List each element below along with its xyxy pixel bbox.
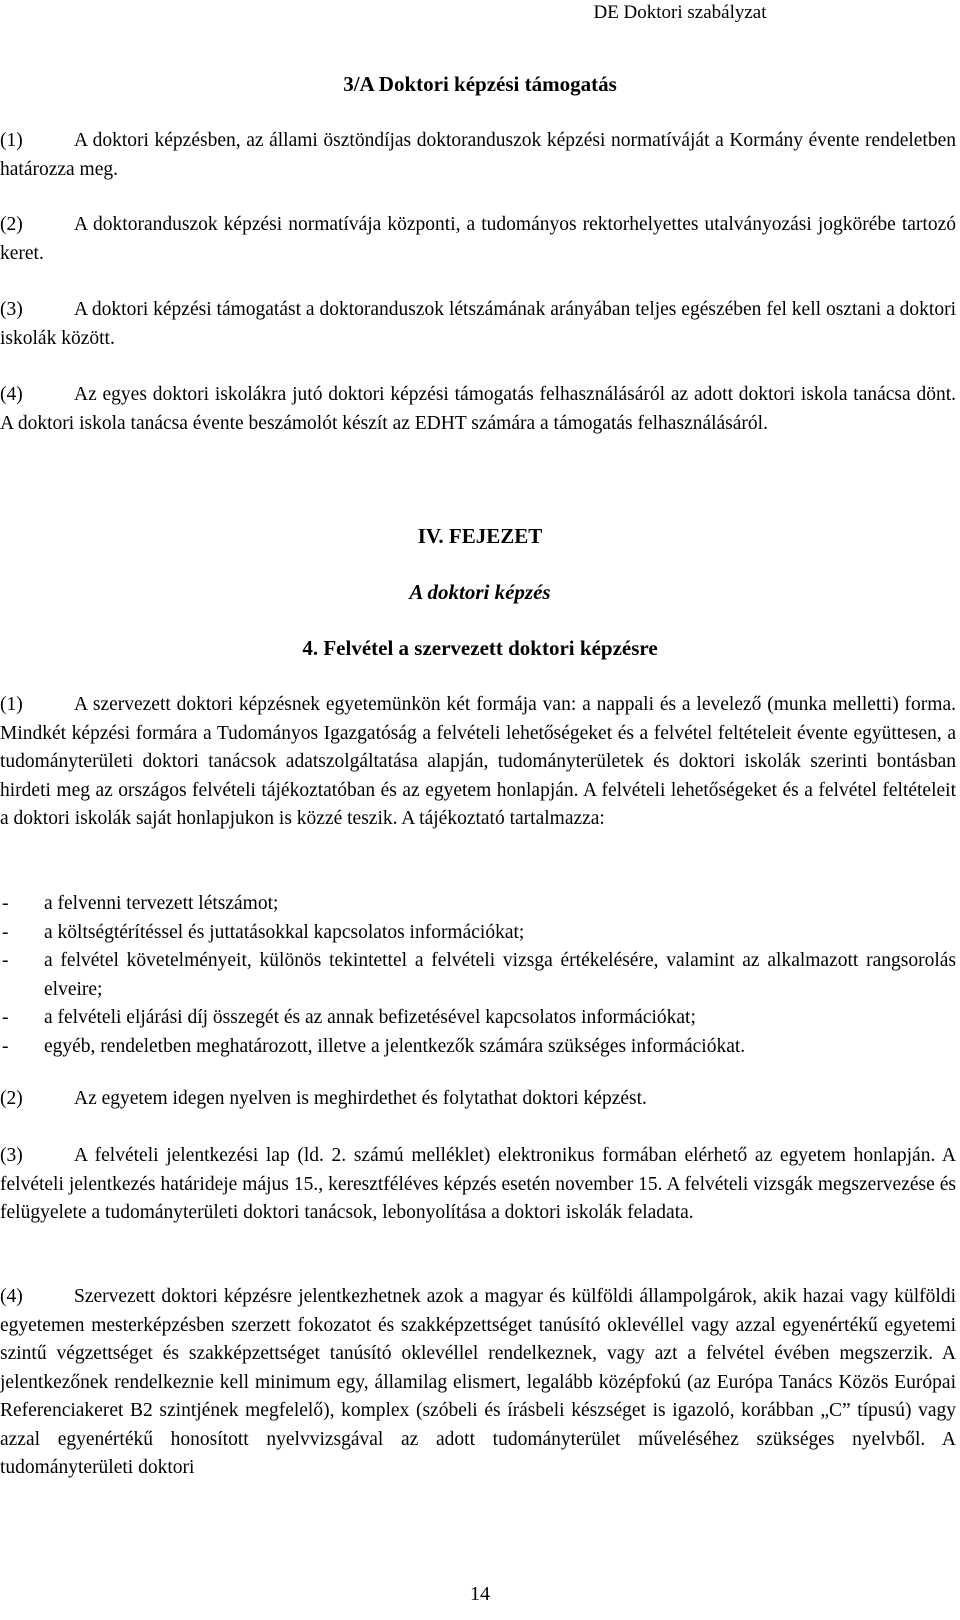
paragraph-3a-3 bbox=[0, 296, 956, 353]
paragraph-3a-2 bbox=[0, 211, 956, 268]
list-item: - a felvétel követelményeit, különös tekintettel a felvételi vizsga értékelésére, valamint az alkalmazott rangsorolás elveire; bbox=[0, 947, 956, 1004]
paragraph-3a-1 bbox=[0, 127, 956, 184]
chapter-subtitle: A doktori képzés bbox=[409, 580, 551, 604]
running-header: DE Doktori szabályzat bbox=[593, 2, 767, 23]
paragraph-number: (2) bbox=[0, 1088, 23, 1109]
paragraph-number: (3) bbox=[0, 299, 23, 320]
paragraph-text: Szervezett doktori képzésre jelentkezhetnek azok a magyar és külföldi állampolgárok, akik hazai vagy külföldi egyetemen mesterképzésben szerzett fokozatot és szakképzettséget tanúsító oklevéllel vagy azzal egyenértékű egyetemi szintű végzettséget és szakképzettséget tanúsító oklevéllel rendelkeznek, vagy azt a felvétel évében megszerzik. A jelentkezőnek rendelkeznie kell minimum egy, államilag elismert, legalább középfokú (az Európa Tanács Közös Európai Referenciakeret B2 szintjének megfelelő), komplex (szóbeli és írásbeli készséget is igazoló, korábban „C” típusú) vagy azzal egyenértékű honosított nyelvvizsgával az adott tudományterület műveléséhez szükséges nyelvből. A tudományterületi doktori bbox=[0, 1286, 956, 1478]
paragraph-4-3 bbox=[0, 1142, 956, 1228]
paragraph-3a-4 bbox=[0, 381, 956, 438]
paragraph-number: (1) bbox=[0, 130, 23, 151]
paragraph-number: (4) bbox=[0, 384, 23, 405]
paragraph-text: Az egyes doktori iskolákra jutó doktori képzési támogatás felhasználásáról az adott doktori iskola tanácsa dönt. A doktori iskola tanácsa évente beszámolót készít az EDHT számára a támogatás felhasználásáról. bbox=[0, 384, 956, 434]
section-3a-title: 3/A Doktori képzési támogatás bbox=[343, 72, 617, 96]
paragraph-number: (4) bbox=[0, 1286, 23, 1307]
paragraph-text: A doktoranduszok képzési normatívája központi, a tudományos rektorhelyettes utalványozási jogkörébe tartozó keret. bbox=[0, 214, 956, 264]
paragraph-number: (2) bbox=[0, 214, 23, 235]
paragraph-number: (1) bbox=[0, 694, 23, 715]
paragraph-number: (3) bbox=[0, 1145, 23, 1166]
chapter-title: IV. FEJEZET bbox=[417, 524, 543, 548]
page-number: 14 bbox=[470, 1583, 490, 1605]
paragraph-text: A doktori képzésben, az állami ösztöndíjas doktoranduszok képzési normatíváját a Kormány évente rendeletben határozza meg. bbox=[0, 130, 956, 180]
paragraph-text: A felvételi jelentkezési lap (ld. 2. számú melléklet) elektronikus formában elérhető az egyetem honlapján. A felvételi jelentkezés határideje május 15., keresztféléves képzés esetén november 15. A felvételi vizsgák megszervezése és felügyelete a tudományterületi doktori tanácsok, lebonyolítása a doktori iskolák feladata. bbox=[0, 1145, 956, 1223]
paragraph-text: A doktori képzési támogatást a doktoranduszok létszámának arányában teljes egészében fel kell osztani a doktori iskolák között. bbox=[0, 299, 956, 349]
section-4-title: 4. Felvétel a szervezett doktori képzésre bbox=[302, 636, 658, 660]
list-item: - a felvételi eljárási díj összegét és az annak befizetésével kapcsolatos információkat; bbox=[0, 1004, 956, 1033]
paragraph-text: A szervezett doktori képzésnek egyetemünkön két formája van: a nappali és a levelező (munka melletti) forma. Mindkét képzési formára a Tudományos Igazgatóság a felvételi lehetőségeket és a felvétel feltételeit évente együttesen, a tudományterületi doktori tanácsok adatszolgáltatása alapján, tudományterületek és doktori iskolák szerinti bontásban hirdeti meg az országos felvételi tájékoztatóban és az egyetem honlapján. A felvételi lehetőségeket és a felvétel feltételeit a doktori iskolák saját honlapjukon is közzé teszik. A tájékoztató tartalmazza: bbox=[0, 694, 956, 829]
paragraph-text: Az egyetem idegen nyelven is meghirdethet és folytathat doktori képzést. bbox=[74, 1088, 647, 1109]
paragraph-4-2 bbox=[0, 1085, 956, 1114]
list-item: - a felvenni tervezett létszámot; bbox=[0, 890, 956, 919]
list-item: - egyéb, rendeletben meghatározott, illetve a jelentkezők számára szükséges információkat. bbox=[0, 1033, 956, 1062]
paragraph-4-1 bbox=[0, 691, 956, 834]
paragraph-4-4 bbox=[0, 1283, 956, 1483]
requirements-list bbox=[0, 890, 956, 1061]
list-item: - a költségtérítéssel és juttatásokkal kapcsolatos információkat; bbox=[0, 919, 956, 948]
